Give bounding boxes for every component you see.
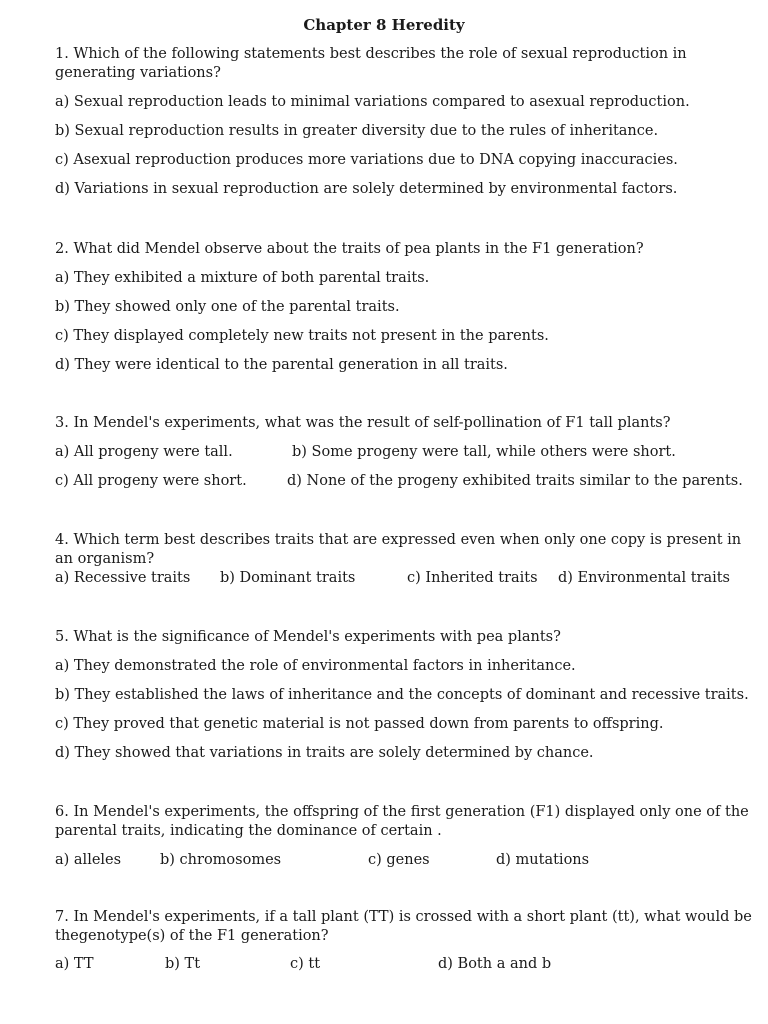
option-b: b) chromosomes xyxy=(160,852,282,868)
question-stem: 2. What did Mendel observe about the traits of pea plants in the F1 generation? xyxy=(55,241,644,257)
option-a: a) TT xyxy=(55,956,94,972)
option-a: a) They exhibited a mixture of both parental traits. xyxy=(55,270,430,286)
option-c: c) Asexual reproduction produces more variations due to DNA copying inaccuracies. xyxy=(55,152,678,168)
option-c: c) Inherited traits xyxy=(407,570,538,586)
page-title: Chapter 8 Heredity xyxy=(303,16,465,34)
option-c: c) They displayed completely new traits not present in the parents. xyxy=(55,328,549,344)
option-d: d) They showed that variations in traits are solely determined by chance. xyxy=(55,745,594,761)
option-a: a) They demonstrated the role of environmental factors in inheritance. xyxy=(55,658,576,674)
option-b: b) Sexual reproduction results in greater diversity due to the rules of inheritance. xyxy=(55,123,659,139)
question-5 xyxy=(55,628,755,763)
options-row xyxy=(55,851,755,870)
question-7 xyxy=(55,908,755,974)
option-b: b) Some progeny were tall, while others were short. xyxy=(292,444,676,460)
option-b: b) They showed only one of the parental traits. xyxy=(55,299,400,315)
question-2 xyxy=(55,240,755,375)
question-stem: 3. In Mendel's experiments, what was the result of self-pollination of F1 tall plants? xyxy=(55,415,671,431)
question-stem: 4. Which term best describes traits that are expressed even when only one copy is present in an organism? xyxy=(55,532,742,567)
option-b: b) Tt xyxy=(165,956,201,972)
option-c: c) They proved that genetic material is not passed down from parents to offspring. xyxy=(55,716,664,732)
question-stem: 1. Which of the following statements best describes the role of sexual reproduction in generating variations? xyxy=(55,46,687,81)
option-a: a) All progeny were tall. xyxy=(55,444,233,460)
question-stem: 6. In Mendel's experiments, the offspring of the first generation (F1) displayed only one of the parental traits, indicating the dominance of certain . xyxy=(55,804,749,839)
options-row-1 xyxy=(55,443,755,462)
option-d: d) Variations in sexual reproduction are solely determined by environmental factors. xyxy=(55,181,678,197)
question-6 xyxy=(55,803,755,870)
option-c: c) tt xyxy=(290,956,321,972)
option-a: a) Sexual reproduction leads to minimal variations compared to asexual reproduction. xyxy=(55,94,690,110)
question-4 xyxy=(55,531,755,588)
option-b: b) They established the laws of inheritance and the concepts of dominant and recessive traits. xyxy=(55,687,749,703)
option-a: a) alleles xyxy=(55,852,122,868)
option-d: d) Both a and b xyxy=(438,956,552,972)
option-d: d) They were identical to the parental generation in all traits. xyxy=(55,357,508,373)
option-b: b) Dominant traits xyxy=(220,570,356,586)
option-c: c) All progeny were short. xyxy=(55,473,247,489)
option-a: a) Recessive traits xyxy=(55,570,191,586)
question-stem: 7. In Mendel's experiments, if a tall plant (TT) is crossed with a short plant (tt), what would be thegenotype(s) of the F1 generation? xyxy=(55,909,752,944)
option-c: c) genes xyxy=(368,852,430,868)
options-row xyxy=(55,955,755,974)
options-row xyxy=(55,569,755,588)
option-d: d) None of the progeny exhibited traits similar to the parents. xyxy=(287,473,743,489)
question-1 xyxy=(55,45,755,199)
options-row-2 xyxy=(55,472,755,491)
option-d: d) mutations xyxy=(496,852,590,868)
question-3 xyxy=(55,414,755,491)
option-d: d) Environmental traits xyxy=(558,570,730,586)
question-stem: 5. What is the significance of Mendel's experiments with pea plants? xyxy=(55,629,561,645)
